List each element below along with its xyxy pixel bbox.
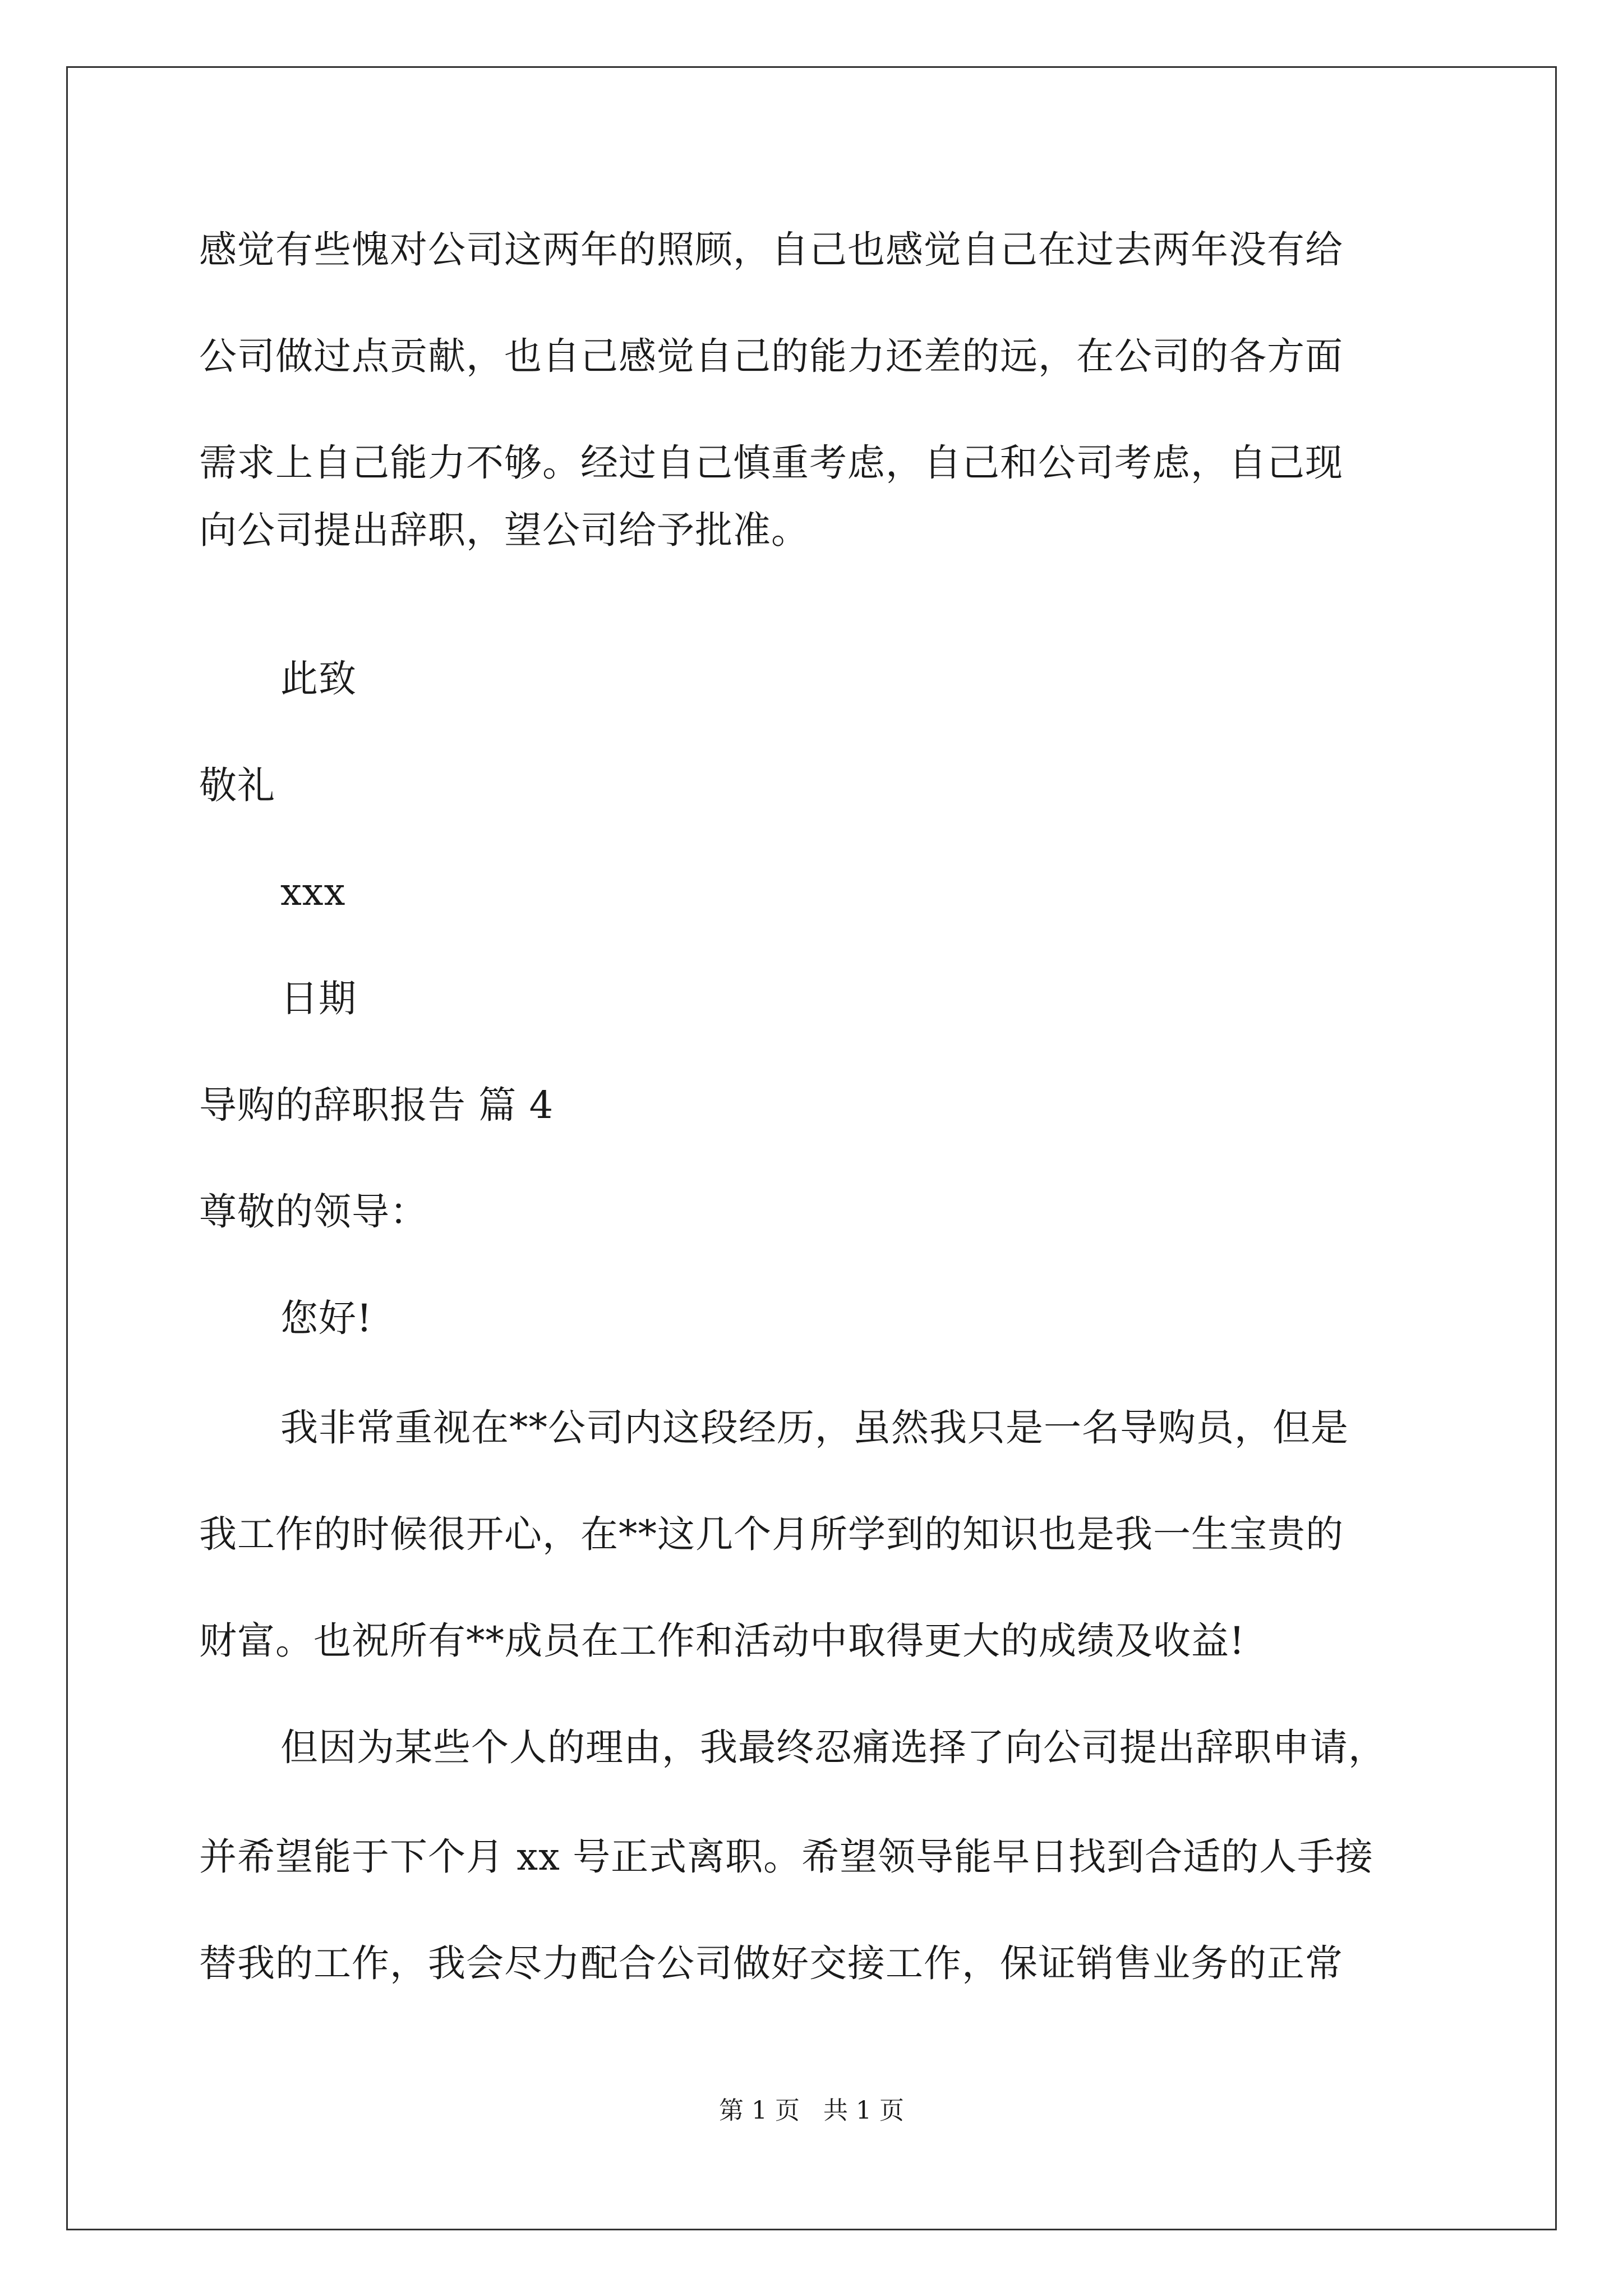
paragraph-line: 财富。也祝所有**成员在工作和活动中取得更大的成绩及收益! (199, 1619, 1245, 1663)
paragraph-line: 并希望能于下个月 xx 号正式离职。希望领导能早日找到合适的人手接 (199, 1835, 1374, 1879)
closing-regards: 敬礼 (199, 763, 275, 807)
paragraph-line: 替我的工作，我会尽力配合公司做好交接工作，保证销售业务的正常 (199, 1941, 1343, 1985)
section-heading: 导购的辞职报告 篇 4 (199, 1083, 554, 1127)
signature-date: 日期 (280, 977, 357, 1020)
paragraph-line: 感觉有些愧对公司这两年的照顾，自己也感觉自己在过去两年没有给 (199, 228, 1343, 272)
paragraph-line: 需求上自己能力不够。经过自己慎重考虑，自己和公司考虑，自己现 (199, 441, 1343, 485)
signature-name: xxx (280, 870, 346, 914)
page-footer: 第 1 页 共 1 页 (719, 2096, 904, 2125)
greeting-hello: 您好! (280, 1296, 372, 1340)
paragraph-line: 我工作的时候很开心，在**这几个月所学到的知识也是我一生宝贵的 (199, 1512, 1344, 1556)
paragraph-line: 公司做过点贡献，也自己感觉自己的能力还差的远，在公司的各方面 (199, 334, 1343, 378)
paragraph-line: 向公司提出辞职，望公司给予批准。 (199, 508, 809, 552)
paragraph-line: 但因为某些个人的理由，我最终忍痛选择了向公司提出辞职申请， (280, 1726, 1386, 1769)
page-border (66, 66, 1557, 2230)
closing-salutation: 此致 (280, 657, 357, 701)
greeting: 尊敬的领导： (199, 1190, 428, 1234)
paragraph-line: 我非常重视在**公司内这段经历，虽然我只是一名导购员，但是 (280, 1406, 1349, 1450)
